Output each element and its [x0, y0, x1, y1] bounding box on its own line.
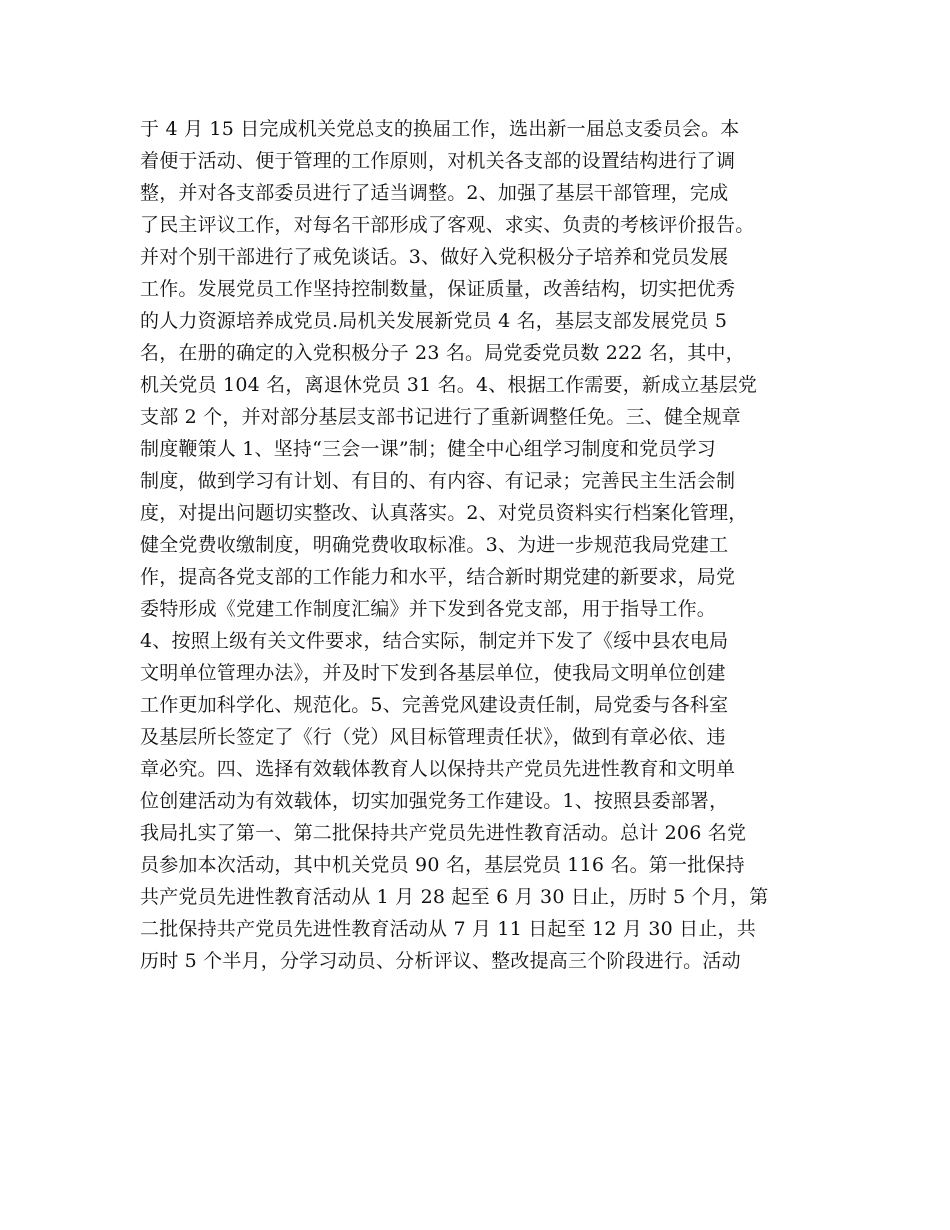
text-line: 的人力资源培养成党员.局机关发展新党员 4 名，基层支部发展党员 5	[140, 310, 728, 332]
text-line: 于 4 月 15 日完成机关党总支的换届工作，选出新一届总支委员会。本	[140, 118, 740, 140]
text-line: 我局扎实了第一、第二批保持共产党员先进性教育活动。总计 206 名党	[140, 822, 747, 844]
text-line: 制度，做到学习有计划、有目的、有内容、有记录；完善民主生活会制	[140, 470, 736, 492]
text-line: 历时 5 个半月，分学习动员、分析评议、整改提高三个阶段进行。活动	[140, 950, 741, 972]
text-line: 4、按照上级有关文件要求，结合实际，制定并下发了《绥中县农电局	[140, 630, 729, 652]
text-line: 名，在册的确定的入党积极分子 23 名。局党委党员数 222 名，其中，	[140, 342, 745, 364]
text-line: 位创建活动为有效载体，切实加强党务工作建设。1、按照县委部署，	[140, 790, 729, 812]
text-line: 健全党费收缴制度，明确党费收取标准。3、为进一步规范我局党建工	[140, 534, 729, 556]
text-line: 共产党员先进性教育活动从 1 月 28 起至 6 月 30 日止，历时 5 个月，第	[140, 886, 769, 908]
text-line: 着便于活动、便于管理的工作原则，对机关各支部的设置结构进行了调	[140, 150, 736, 172]
text-line: 机关党员 104 名，离退休党员 31 名。4、根据工作需要，新成立基层党	[140, 374, 758, 396]
text-line: 度，对提出问题切实整改、认真落实。2、对党员资料实行档案化管理，	[140, 502, 748, 524]
text-line: 工作更加科学化、规范化。5、完善党风建设责任制，局党委与各科室	[140, 694, 729, 716]
text-line: 工作。发展党员工作坚持控制数量，保证质量，改善结构，切实把优秀	[140, 278, 736, 300]
text-line: 及基层所长签定了《行（党）风目标管理责任状》，做到有章必依、违	[140, 726, 726, 748]
body-text	[140, 113, 830, 977]
text-line: 了民主评议工作，对每名干部形成了客观、求实、负责的考核评价报告。	[140, 214, 755, 236]
text-line: 章必究。四、选择有效载体教育人以保持共产党员先进性教育和文明单	[140, 758, 736, 780]
text-line: 委特形成《党建工作制度汇编》并下发到各党支部，用于指导工作。	[140, 598, 717, 620]
text-line: 支部 2 个，并对部分基层支部书记进行了重新调整任免。三、健全规章	[140, 406, 741, 428]
text-line: 文明单位管理办法》，并及时下发到各基层单位，使我局文明单位创建	[140, 662, 726, 684]
text-line: 作，提高各党支部的工作能力和水平，结合新时期党建的新要求，局党	[140, 566, 736, 588]
text-line: 整，并对各支部委员进行了适当调整。2、加强了基层干部管理，完成	[140, 182, 729, 204]
text-line: 并对个别干部进行了戒免谈话。3、做好入党积极分子培养和党员发展	[140, 246, 729, 268]
text-line: 制度鞭策人 1、坚持“三会一课”制；健全中心组学习制度和党员学习	[140, 438, 716, 460]
text-line: 员参加本次活动，其中机关党员 90 名，基层党员 116 名。第一批保持	[140, 854, 745, 876]
text-line: 二批保持共产党员先进性教育活动从 7 月 11 日起至 12 月 30 日止，共	[140, 918, 756, 940]
